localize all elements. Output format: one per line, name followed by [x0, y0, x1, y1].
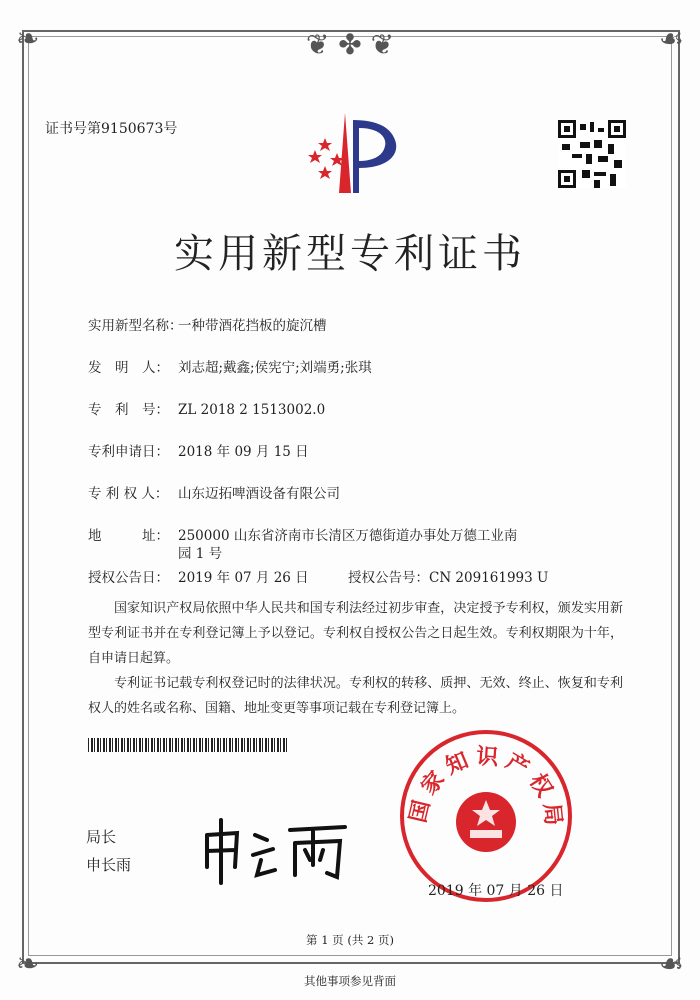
- field-label: 发 明 人：: [88, 360, 169, 376]
- seal-graphic: [404, 734, 568, 898]
- field-address: [88, 524, 517, 544]
- footer-note: 其他事项参见背面: [304, 974, 396, 988]
- seal-text: 国家知识产权局: [404, 743, 567, 833]
- field-patent-number: [88, 398, 325, 418]
- field-inventors: [88, 356, 372, 376]
- handwritten-signature: [195, 815, 355, 885]
- field-value: 一种带酒花挡板的旋沉槽: [178, 318, 327, 334]
- field-patentee: [88, 482, 340, 502]
- top-ornament: ❦ ✤ ❦: [305, 28, 395, 61]
- cnipa-logo: [295, 108, 405, 198]
- corner-ornament: ❧: [16, 947, 40, 980]
- certificate-number: 证书号第9150673号: [45, 121, 178, 137]
- certificate-title: 实用新型专利证书: [174, 231, 526, 277]
- field-label: 专利申请日：: [88, 444, 169, 460]
- field-address-line2: 园 1 号: [178, 546, 223, 562]
- field-label: 地 址：: [88, 528, 169, 544]
- page-indicator: 第 1 页 (共 2 页): [306, 933, 394, 947]
- field-value: 刘志超;戴鑫;侯宪宁;刘端勇;张琪: [178, 360, 372, 376]
- statement-paragraph: 专利证书记载专利权登记时的法律状况。专利权的转移、质押、无效、终止、恢复和专利权人的姓名或名称、国籍、地址变更等事项记载在专利登记簿上。: [88, 676, 623, 716]
- corner-ornament: ❧: [16, 22, 40, 55]
- statement-paragraph: 国家知识产权局依照中华人民共和国专利法经过初步审查，决定授予专利权，颁发实用新型专利证书并在专利登记簿上予以登记。专利权自授权公告之日起生效。专利权期限为十年，自申请日起算。: [88, 601, 623, 666]
- qr-code: [558, 120, 626, 188]
- signatory-name: 申长雨: [86, 856, 132, 874]
- field-value: 2018 年 09 月 15 日: [178, 444, 309, 460]
- field-label: 授权公告号：: [348, 570, 429, 586]
- corner-ornament: ☙: [658, 22, 684, 55]
- field-label: 实用新型名称：: [88, 318, 183, 334]
- corner-ornament: ☙: [658, 947, 684, 980]
- field-grant-number: [348, 566, 548, 586]
- field-value: 2019 年 07 月 26 日: [178, 570, 309, 586]
- field-value: 山东迈拓啤酒设备有限公司: [178, 486, 340, 502]
- signatory-title: 局长: [86, 828, 117, 846]
- field-grant-date: [88, 566, 309, 586]
- official-seal: [400, 730, 572, 902]
- field-label: 专 利 号：: [88, 402, 169, 418]
- field-label: 授权公告日：: [88, 570, 169, 586]
- seal-date: 2019 年 07 月 26 日: [428, 883, 564, 899]
- field-label: 专 利 权 人：: [88, 486, 169, 502]
- field-value: ZL 2018 2 1513002.0: [178, 402, 326, 418]
- field-utility-model-name: [88, 314, 327, 334]
- field-value: 250000 山东省济南市长清区万德街道办事处万德工业南: [178, 528, 518, 544]
- field-application-date: [88, 440, 309, 460]
- barcode: [88, 738, 288, 752]
- field-value: CN 209161993 U: [429, 570, 549, 586]
